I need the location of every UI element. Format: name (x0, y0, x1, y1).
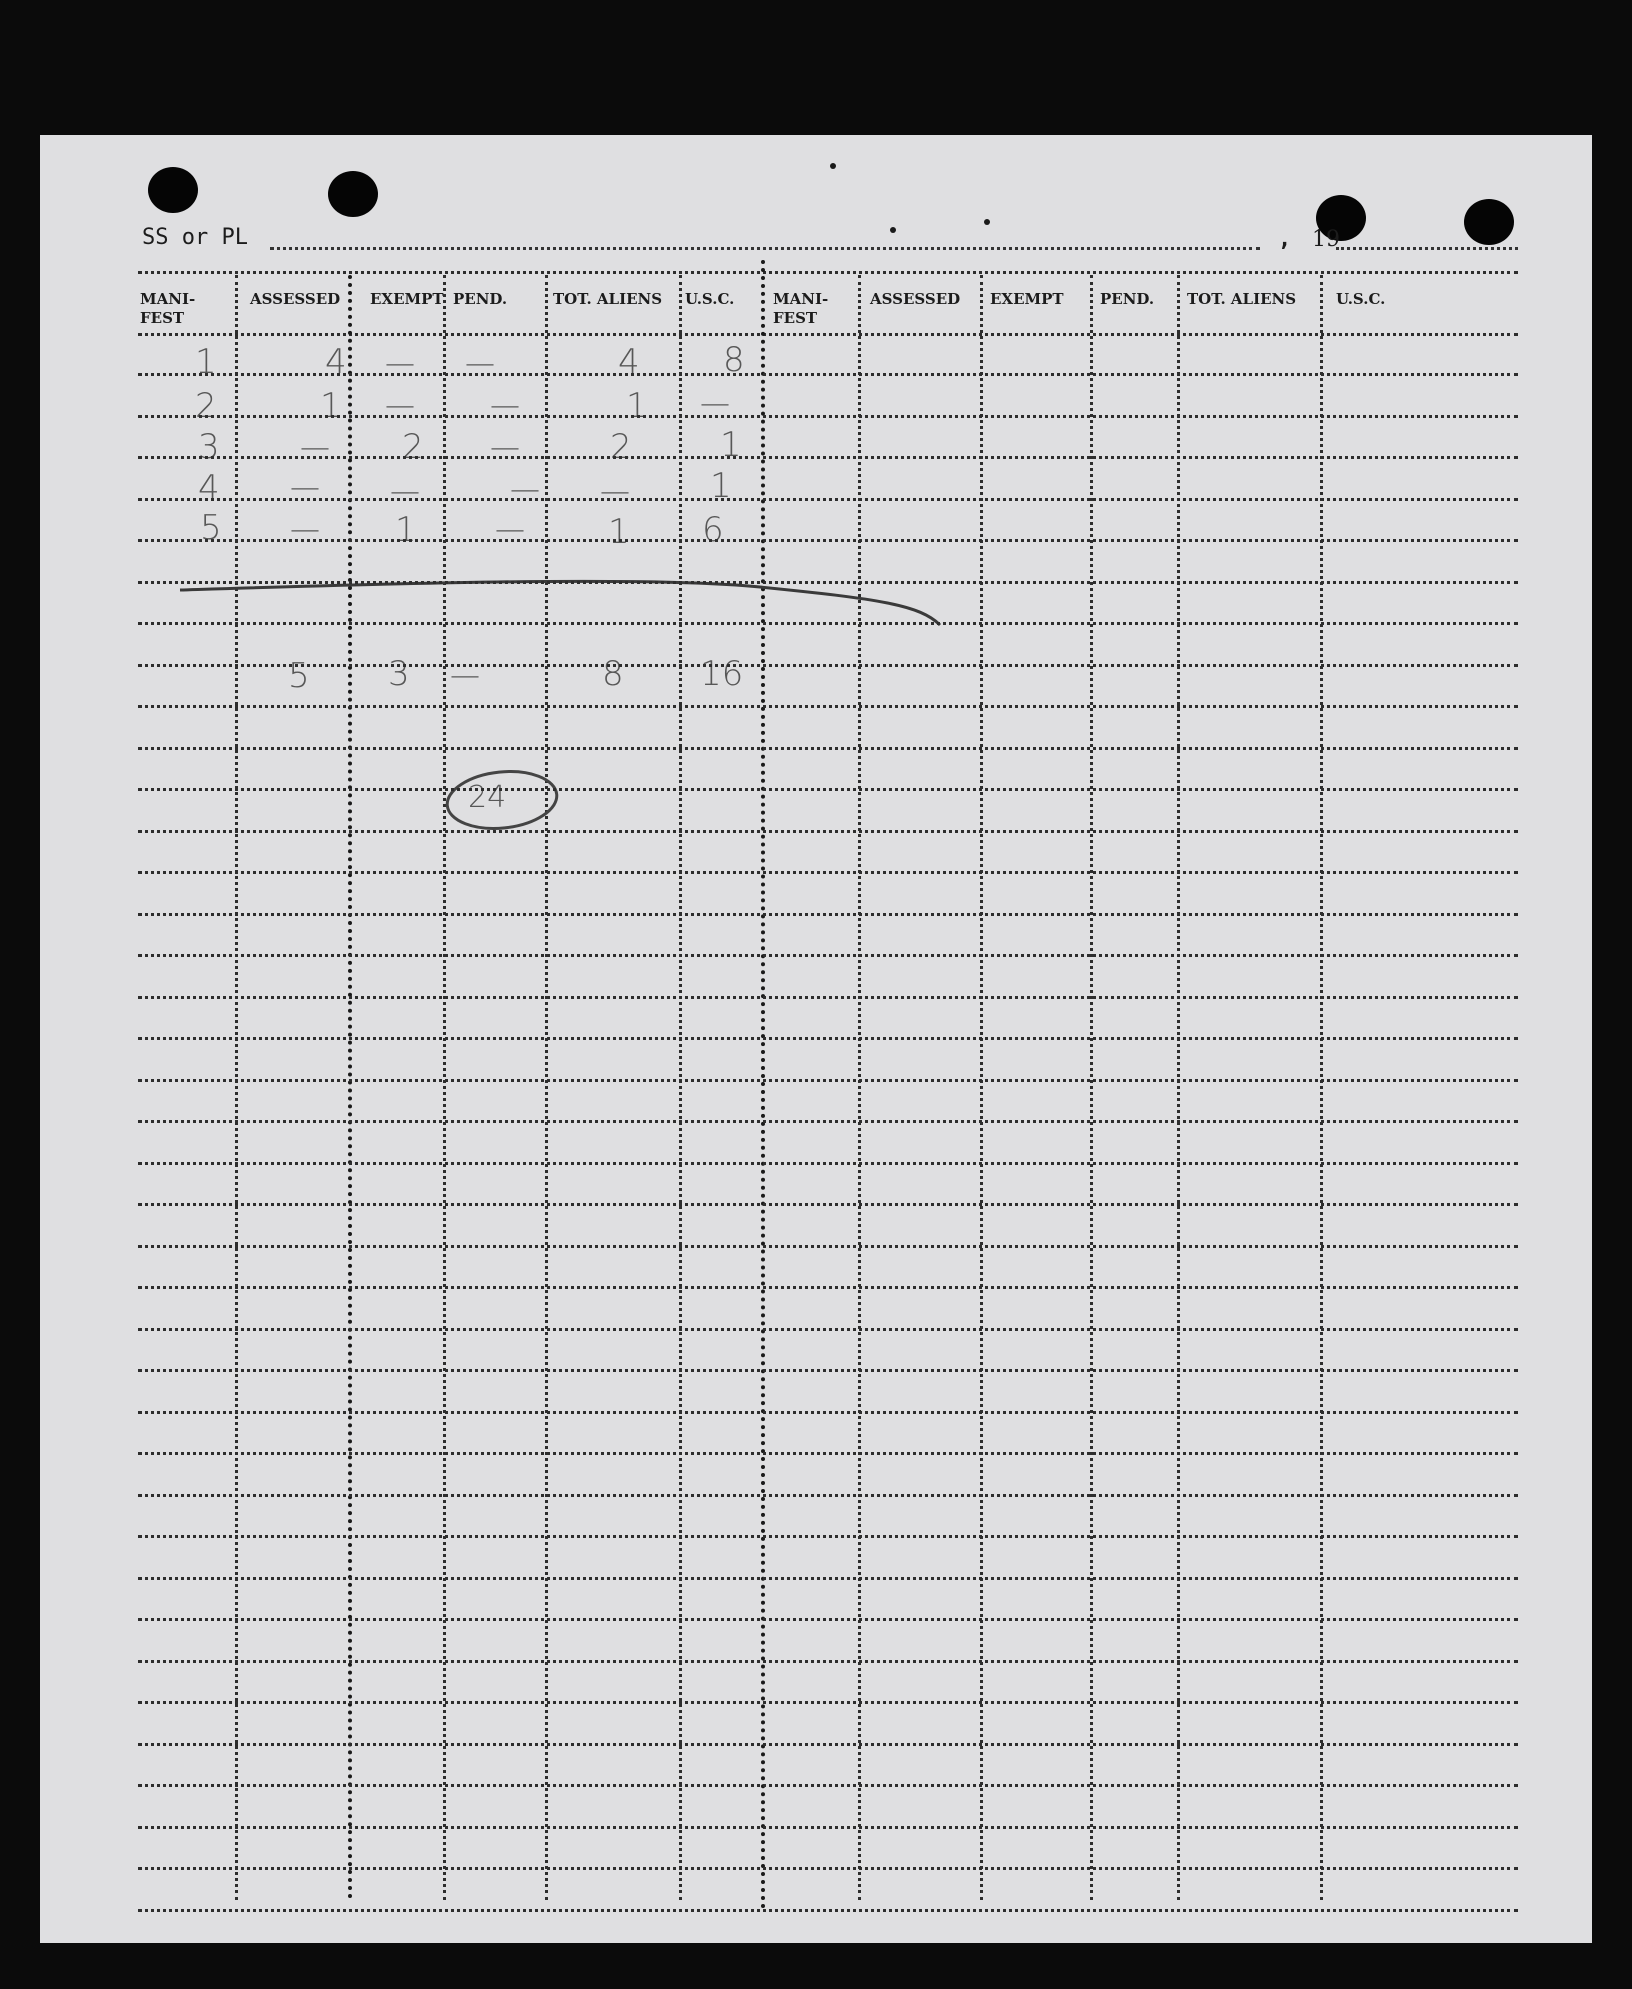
hw-total-tot-aliens: 8 (602, 654, 624, 694)
hw-usc: — (700, 386, 730, 421)
ruled-line (138, 788, 1518, 791)
ruled-line (138, 581, 1518, 584)
hw-usc: 1 (720, 425, 742, 465)
ruled-line (138, 1286, 1518, 1289)
ruled-line (138, 1494, 1518, 1497)
header-assessed-right: ASSESSED (870, 290, 961, 308)
ruled-line (138, 1079, 1518, 1082)
ruled-line (138, 1037, 1518, 1040)
ruled-line (138, 1245, 1518, 1248)
hw-total-usc: 16 (700, 654, 744, 694)
hw-pend: — (510, 472, 540, 507)
hw-pend: — (490, 388, 520, 423)
ruled-line (138, 1909, 1518, 1912)
year-prefix: 19 (1312, 227, 1340, 252)
header-usc-left: U.S.C. (685, 290, 735, 308)
ruled-line (138, 456, 1518, 459)
hw-assessed: — (290, 470, 320, 505)
ruled-line (138, 871, 1518, 874)
hw-total-pend: — (450, 658, 480, 693)
hw-assessed: — (300, 430, 330, 465)
hw-pend: — (490, 430, 520, 465)
ruled-line (138, 1618, 1518, 1621)
hw-tot-aliens: 1 (626, 386, 648, 426)
ruled-line (138, 539, 1518, 542)
ruled-line (138, 1701, 1518, 1704)
ruled-line (138, 1203, 1518, 1206)
ruled-line (138, 1784, 1518, 1787)
header-manifest-right: MANI- FEST (773, 290, 829, 327)
hw-manifest: 4 (198, 468, 220, 508)
ruled-line (138, 913, 1518, 916)
ruled-line (138, 1162, 1518, 1165)
hw-usc: 1 (710, 466, 732, 506)
header-exempt-left: EXEMPT (370, 290, 444, 308)
hw-total-exempt: 3 (388, 654, 410, 694)
ss-or-pl-label: SS or PL (142, 225, 248, 250)
hw-manifest: 1 (195, 342, 217, 382)
hw-manifest: 2 (195, 386, 217, 426)
hw-assessed: — (290, 512, 320, 547)
ruled-line (138, 1328, 1518, 1331)
hw-exempt: — (385, 346, 415, 381)
ruled-line (138, 747, 1518, 750)
hw-tot-aliens: — (600, 474, 630, 509)
ruled-line (138, 1120, 1518, 1123)
ruled-line (138, 954, 1518, 957)
header-tot-aliens-left: TOT. ALIENS (553, 290, 663, 308)
hw-tot-aliens: 1 (608, 512, 630, 552)
ruled-line (138, 664, 1518, 667)
hw-total-assessed: 5 (288, 656, 310, 696)
header-tot-aliens-right: TOT. ALIENS (1187, 290, 1297, 308)
hw-tot-aliens: 4 (618, 342, 640, 382)
header-pend-right: PEND. (1100, 290, 1155, 308)
ruled-line (138, 373, 1518, 376)
header-exempt-right: EXEMPT (990, 290, 1064, 308)
hw-pend: — (495, 512, 525, 547)
ruled-line (138, 830, 1518, 833)
hw-usc: 6 (702, 510, 724, 550)
hw-assessed: 4 (325, 342, 347, 382)
hw-manifest: 3 (198, 427, 220, 467)
header-usc-right: U.S.C. (1336, 290, 1386, 308)
hw-exempt: — (385, 388, 415, 423)
header-pend-left: PEND. (453, 290, 508, 308)
hw-manifest: 5 (200, 508, 222, 548)
form-sheet (40, 135, 1592, 1943)
hw-exempt: 2 (402, 427, 424, 467)
ruled-line (138, 498, 1518, 501)
header-manifest-left: MANI- FEST (140, 290, 196, 327)
ruled-line (138, 622, 1518, 625)
hw-tot-aliens: 2 (610, 427, 632, 467)
ruled-line (138, 996, 1518, 999)
hw-grand-total: 24 (468, 780, 507, 815)
hw-exempt: 1 (395, 510, 417, 550)
ruled-line (138, 1411, 1518, 1414)
sum-underline (40, 135, 1592, 835)
hw-usc: 8 (723, 340, 745, 380)
ruled-line (138, 1452, 1518, 1455)
ruled-line (138, 1369, 1518, 1372)
hw-exempt: — (390, 474, 420, 509)
ruled-line (138, 1867, 1518, 1870)
hw-pend: — (465, 346, 495, 381)
header-assessed-left: ASSESSED (250, 290, 341, 308)
ruled-line (138, 1577, 1518, 1580)
ruled-line (138, 1743, 1518, 1746)
hw-assessed: 1 (320, 386, 342, 426)
date-comma: , (1278, 227, 1292, 252)
ruled-line (138, 415, 1518, 418)
ruled-line (138, 705, 1518, 708)
ruled-line (138, 1826, 1518, 1829)
ruled-line (138, 1535, 1518, 1538)
ruled-line (138, 1660, 1518, 1663)
